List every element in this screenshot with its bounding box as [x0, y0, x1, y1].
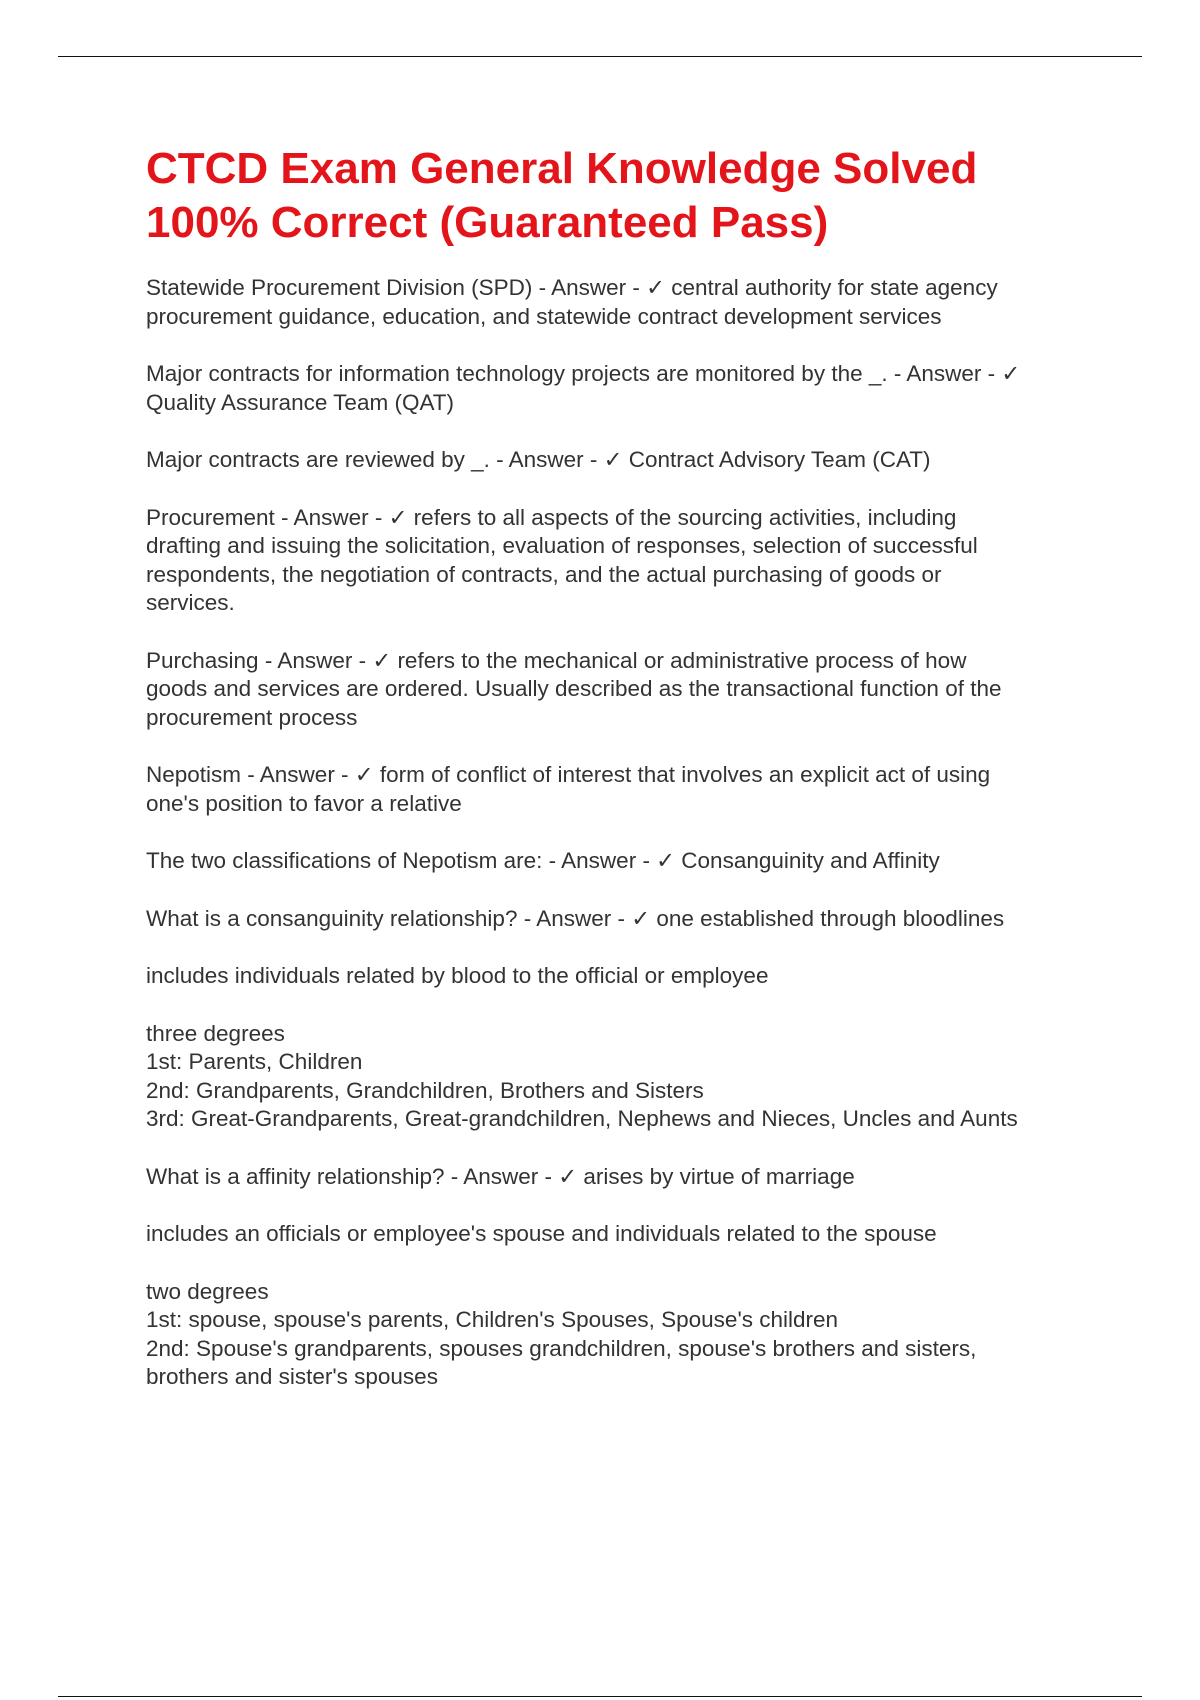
consanguinity-note: includes individuals related by blood to the official or employee [146, 963, 769, 988]
affinity-note: includes an officials or employee's spouse and individuals related to the spouse [146, 1221, 937, 1246]
qa-item-nepotism: Nepotism - Answer - ✓ form of conflict of interest that involves an explicit act of using one's position to favor a relative [146, 762, 991, 816]
document-page [146, 142, 1096, 1392]
bottom-divider [58, 1696, 1142, 1697]
top-divider [58, 56, 1142, 57]
qa-item-affinity: What is a affinity relationship? - Answer - ✓ arises by virtue of marriage [146, 1163, 855, 1189]
title-line-2: 100% Correct (Guaranteed Pass) [146, 198, 829, 247]
consanguinity-degrees: three degrees 1st: Parents, Children 2nd: Grandparents, Grandchildren, Brothers and Sisters 3rd: Great-Grandparents, Great-grandchildren, Nephews and Nieces, Uncles and Aunts [146, 1020, 1018, 1131]
qa-item-qat: Major contracts for information technology projects are monitored by the _. - Answer - ✓ Quality Assurance Team (QAT) [146, 361, 1021, 415]
qa-item-classifications: The two classifications of Nepotism are: - Answer - ✓ Consanguinity and Affinity [146, 848, 940, 873]
affinity-degrees: two degrees 1st: spouse, spouse's parents, Children's Spouses, Spouse's children 2nd: Spouse's grandparents, spouses grandchildren, spouse's brothers and sisters, brothers and sister's spouses [146, 1278, 977, 1389]
document-title [146, 142, 1096, 250]
qa-item-procurement: Procurement - Answer - ✓ refers to all aspects of the sourcing activities, including drafting and issuing the solicitation, evaluation of responses, selection of successful respondents, the negotiation of contracts, and the actual purchasing of goods or services. [146, 504, 978, 615]
qa-item-spd: Statewide Procurement Division (SPD) - Answer - ✓ central authority for state agency procurement guidance, education, and statewide contract development services [146, 275, 998, 329]
qa-list [146, 274, 1096, 1392]
qa-item-purchasing: Purchasing - Answer - ✓ refers to the mechanical or administrative process of how goods and services are ordered. Usually described as the transactional function of the procurement process [146, 647, 1002, 730]
qa-item-cat: Major contracts are reviewed by _. - Answer - ✓ Contract Advisory Team (CAT) [146, 447, 931, 472]
title-line-1: CTCD Exam General Knowledge Solved [146, 144, 978, 193]
qa-item-consanguinity: What is a consanguinity relationship? - Answer - ✓ one established through bloodlines [146, 905, 1005, 931]
